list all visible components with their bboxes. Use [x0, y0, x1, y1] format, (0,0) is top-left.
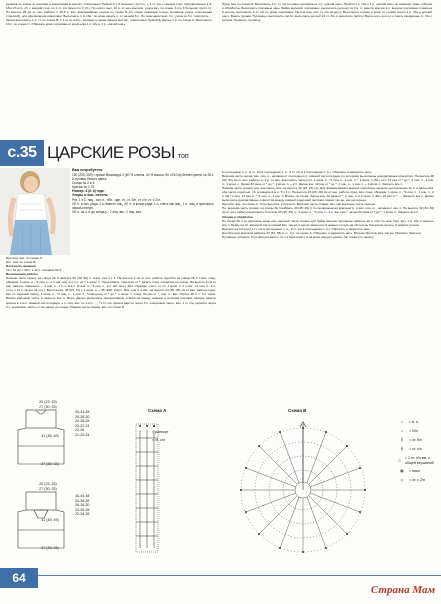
front-bottom-dim: 27 (30; 33) — [41, 462, 59, 466]
work-heading: Выполнение работы — [6, 272, 38, 277]
scheme-b-chart — [208, 416, 398, 566]
needs-needles: Спицы № 2 и 3. — [72, 180, 96, 185]
needs-hook: Крючок № 1,75. — [72, 184, 96, 189]
footer-rule — [38, 575, 441, 576]
model-photo — [0, 168, 70, 255]
front-top-dim-1: 20 (23; 25) — [39, 400, 57, 404]
stitch-icon: ┃ — [400, 438, 404, 443]
scheme-a-legend: = ст. с/н — [152, 438, 165, 442]
front-side-dim: 40-44-48 — [75, 410, 90, 414]
left-body-text — [6, 256, 216, 309]
legend-row — [397, 454, 437, 467]
sc-icon: • — [401, 429, 403, 434]
model-photo-illustration — [0, 168, 70, 255]
section-header — [0, 140, 441, 170]
front-width-dim: 41 (45; 49) — [41, 434, 59, 438]
back-side-dim: 22-24-26 — [75, 512, 90, 517]
section-number: с.35 — [7, 144, 37, 161]
top-right-text: Пред. вяз. по схеме Б. Выполнить 1 р. ст. с/н по краю горловины и 1 р. «рачий шаг». Пройти 1 р. сбн и 1 р. «рачий шаг» по нижнему краю. Сборка и обработка. Выполнить плечевые швы. Байка вырезом горловины: выполнить цепочку из 4 в. п., ввести крючок в п. выреза горловины слева на 8 петель, выполнить 1 ст. с/н по краю горловины. Не 2-м ряд. вяз. ст. с/н по кругу. Выполнить тесьму и края, от стойки подол 1 р. сбн и «рачий шаг». Вшить рукава. Пуговицы: выполнить петли, выполнить на ней 10 ст. б/н и закончить работу. Вдеть нить в иглу и сшить сведенные ст. б/н с колсом. Пришить пуговицу. — [222, 2, 432, 23]
legend-label: = пики — [409, 469, 420, 474]
right-body-text — [222, 170, 434, 239]
legend-label: = ст. с/н — [409, 447, 422, 452]
legend-row — [397, 445, 437, 454]
section-title — [47, 143, 189, 163]
patterns-dec: Уб. п. в нач. ряда: 2 п. вместе лиц. Уб. п. в конце ряда: 1 п. снять как лиц., 1 п. лиц. и протянуть сквозь снятую. — [72, 201, 214, 210]
legend-row — [397, 467, 437, 476]
legend-row — [397, 476, 437, 485]
section-title-text: ЦАРСКИЕ РОЗЫ — [47, 143, 175, 162]
right-p5: По: верхняя часть спинки: на спицы № 3 набрать 40 (45; 49) п. по провязанному крючком р., и вяз. лиц. гл., начиная с изн. р. На высоте 32 (34; 36) см от нач. работы выполнить 6 петель 40 (45; 49) п.: 1 кром. п., *2 лиц. п., 2 п. вм. лиц.*, затем 22 раза от * до *, 1 кром. п. Закрыть все п. — [222, 206, 434, 215]
back-side-dim: 40-44-48 — [75, 494, 90, 498]
front-top-dim-2: 27 (30; 33) — [39, 405, 57, 409]
scheme-b-label: Схема В — [288, 408, 307, 413]
page-number: 64 — [0, 568, 38, 588]
right-p8: Для бретели крючком набрать 47 (51; 55) в. п., 2 р. по схеме А. Обрезать и закрепить нить. Второю бретель вяз. так же. Пришить бретели. — [222, 230, 422, 235]
scheme-a-raport: = раппорт — [152, 430, 169, 434]
front-side-dim: 21-22-24 — [75, 432, 90, 437]
patterns-dec-end: Уб. п. за 4 п. до конца р.: 2 лиц. вм., 2 лиц. вяз. — [72, 209, 142, 214]
legend-row — [397, 427, 437, 436]
back-top-dim-2: 27 (30; 33) — [39, 487, 57, 491]
legend-label: = 2 ст. с/н вм. с общей вершиной — [404, 455, 434, 465]
patterns-rib: Рез. 1 х 1: лиц., изн. п., сбн., одн. ст., ст. б/н, ст. с/н, ст. с 2/н. — [72, 197, 161, 202]
gauge-text: 10 х 10 см = 29 п. х 42 р. спицами № 3. — [6, 268, 62, 273]
bretels-note: Бретели: вяз. по схеме А. — [6, 256, 43, 260]
front-side-dim: 20-22-24 — [75, 423, 90, 428]
right-p3: Нижняя часть спинки: вяз. как перед, вяз. на высоте 20 (22; 24) см. Для формирования выреза горловины закрыть центральные 11 п. и далее вяз. обе части отдельно, уб. в каждом 2-м р. 5 х 1 п. На высоте 24 (26; 28) см от нач. работы пред. вяз. след. образом: 1 кром. п., *2 лиц. п., 1 изн. п., 2 п. вм.* с лиц. 13 раз от *, 2 лиц. п., 1 изн. п. Вязать по схеме. Затем вяз. 32 раза от *, 2 лиц. п. и 1 кром. п. Вяз. 19 раз от *, ... Закрыть все п. Далее выполнить декоративные отверстия между нижней и верхней частями спинки так же, как на переде. — [222, 186, 434, 203]
right-p7: Бретель на 3-й ряд (1 ст. с/н в последнюю п. р., 2 ст. с/н в последнюю п. р.). Обрезать и закрепить нить. — [222, 226, 372, 231]
front-side-dims — [75, 410, 105, 438]
needs-heading: Вам потребуется — [72, 168, 103, 172]
right-p2: Верхняя часть перед: вяз. лиц. п., начиная от последнего р. нижней части переда, по которому выполнены декоративные отверстия. На высоте 28 (30; 32) см от нач. работы от 2 р. от нач. выполнить перед пут. 1 кром. п., *2 лиц. п., 1 изн. п.*, 1 кром. п. Вяз. нет. 13 раз от * до *, 2 лиц. п., 1 изн. п., 1 кром. п. Затем 32 раза от * до *, 1 кром. п. + 2 п. Далее вяз. 19 раз от * до *, 1 лиц. п., 1 изн. п. + 1 кром. п. Закрыть все п. — [222, 174, 434, 187]
back-side-dim: 24-26-28 — [75, 507, 90, 512]
assembly-heading: Сборка и обработка — [222, 214, 253, 219]
picot-icon: ▦ — [400, 469, 404, 474]
back-side-dim: 33-36-39 — [75, 498, 90, 503]
legend-label: = в. п. — [409, 420, 419, 425]
needs-yarn: 150 (200; 250) г пряжи Mississippi-3 (60 % хлопок, 40 % вискоз; 50 г/210 м) белого цвета, № 301. — [72, 172, 214, 177]
legend-label: = сбн — [409, 429, 418, 434]
back-side-dim: 26-28-30 — [75, 503, 90, 508]
front-side-dim: 24-26-28 — [75, 419, 90, 424]
right-p6: По схеме № 2 по верхнему краю пер. верхней части спинки для бейки выреза горловины набрать 40 п. сбн. по ниж. Пер. вяз. 1 р. сбн и закрыть все п. Бейку на пл. верхней части спинки вяз. так же и затем закрепить 5 нижних петель на 10 петель 5 верхних петель. 6 нижних петель. — [222, 218, 434, 227]
back-bottom-dim: 27 (30; 33) — [41, 546, 59, 550]
section-subtitle: топ — [177, 153, 189, 160]
legend-row — [397, 418, 437, 427]
back-width-dim: 41 (45; 49) — [41, 518, 59, 522]
legend-label: = ст. б/н — [409, 438, 423, 443]
dc-icon: ╫ — [400, 447, 404, 452]
front-side-dim: 26-28-30 — [75, 414, 90, 419]
legend-label: = ст. с 2/н — [409, 478, 425, 483]
tr-icon: ◇ — [400, 478, 404, 483]
watermark-logo: Страна Мам — [370, 584, 435, 596]
gauge-heading: Плотность вязания — [6, 264, 36, 269]
symbol-legend — [397, 418, 437, 485]
needs-buttons: 5 пуговиц белого цвета. — [72, 176, 108, 181]
materials-block — [72, 168, 215, 214]
dec-icon: △ — [398, 458, 402, 463]
chain-icon: ○ — [400, 420, 404, 425]
scheme-a-chart — [118, 418, 178, 558]
work-text: Нижняя часть перед: на спицы № 2 набрать 80 (90; 99) п. и вяз. рез 1 х 1. На высоте 2 см от нач. работы перейти на спицы № 3 и вяз. след. образом: 1 кром. п., *1 лиц. п., 2 п. вм. лиц. 2 и 1 п. из *, 1 кром. п. Продолжить, повторяя от *, вязать след. порядком по схеме. На высоте 4 см от нач. работы, оформить ... 1 лиц. п., 1 п. и 119 п. (4 вяз. п., *1 лиц. п., 2 п. вм. лиц.). Вяз. образом: «12 п. от сп. 1 кром. п. 2 п. вм., «1 лиц. п., 2 п. отл.» х 11 р. (всего 11 отл.). Высота вяз. 46 (69; 72) с 1 кром. п. + 95 (108; 119) п. Вяз. для 4 п. вм., на высоте 24 (26; 28) см от нач. работы пред. вяз. ст. верхней перед, 1 кром. п., *2 лиц. п., 1 изн. п., *повторять от * до *, 1 кром. п. След. 39 раз от *, лиц. п., вяз. Убрать 28 п. = 3 п. кром. Вязать верхнюю часть и закрыть все п. Верх. Далее выполнить декоративные отверстия между нижней и верхней частями переда: ввести крючок в 1-ю п. нижней части переда, 1 п. лиц. вяз. по 1-ю п. ..., *1 ст. с/н, крючок ввести через 3 п. в верхнюю часть, вяз. 1 ст. с/н, перейти через 3 п. в нижнюю часть» и так далее до конца. Нижняя часть спинки: вяз. по схеме В. — [6, 276, 216, 309]
right-p1: в последнюю п. р. (1 ст. с/н в последнюю п. р., 2 ст. с/н в 2 последнюю п. р.). Обрезать и закрепить нить. — [222, 170, 373, 174]
section-number-badge — [0, 140, 44, 166]
back-side-dims — [75, 494, 105, 517]
needs-size: Размер: 4 (6; 8) года. — [72, 188, 105, 193]
front-side-dim: 22-26 — [75, 428, 85, 433]
body-note: Шл.: вяз. по схеме В. — [6, 260, 37, 265]
scheme-a-label: Схема А — [148, 408, 167, 413]
back-top-dim-1: 20 (23; 25) — [39, 482, 57, 486]
right-p4: Бретели: вяз. по схеме А. Отдельно вяз. 2 бретели. Верхняя часть спинки: вяз. как верхнюю часть переда. — [222, 202, 376, 207]
legend-row — [397, 436, 437, 445]
right-p9: Пуговицы: пришить 5 пуговиц на место, по 1 к бретелям и 3 на краю перед к «рачи» (по схеме) по центру. — [222, 234, 375, 239]
patterns-heading: Узоры и вяз. петель — [72, 193, 108, 198]
top-left-text: рукавов по схеме А, начиная и заканчивая в местах, отмеченных буквой А = 6 больших групп п. + 6 ст. с/н с каждой стор. Одновременно в 6, 18 и 27-м р. уб. с каждой стор. по 1 ст. с/н (всего по 3 уб.). По оконч. вып. 16 р. от нач. выполн. узора вяз. по схеме А (по 6 больших групп п.). По высоте 25 см от нач. работы = 30-й р. вяз. фантазийным узором по схеме В (по схеме показана только половина узора, отмеченная стрелкой), для оформления окантовки. Выполнить 1 р. сбн.; по краю вязать п. от начала 6 п. По окончании вып. 3 р. узора из 6 п. повторить ... Затем выполнить 1 р. ст. по схеме В, с 1-го по 4-й р., начиная и заканчивая в местах, отмеченных буквой В. Далее 1 р. по схеме С. Выполнить 13 р. по схеме С. Обвязать края горловины и край низа 1 р. сбн и 1 р. «рачий шаг». — [6, 2, 212, 27]
